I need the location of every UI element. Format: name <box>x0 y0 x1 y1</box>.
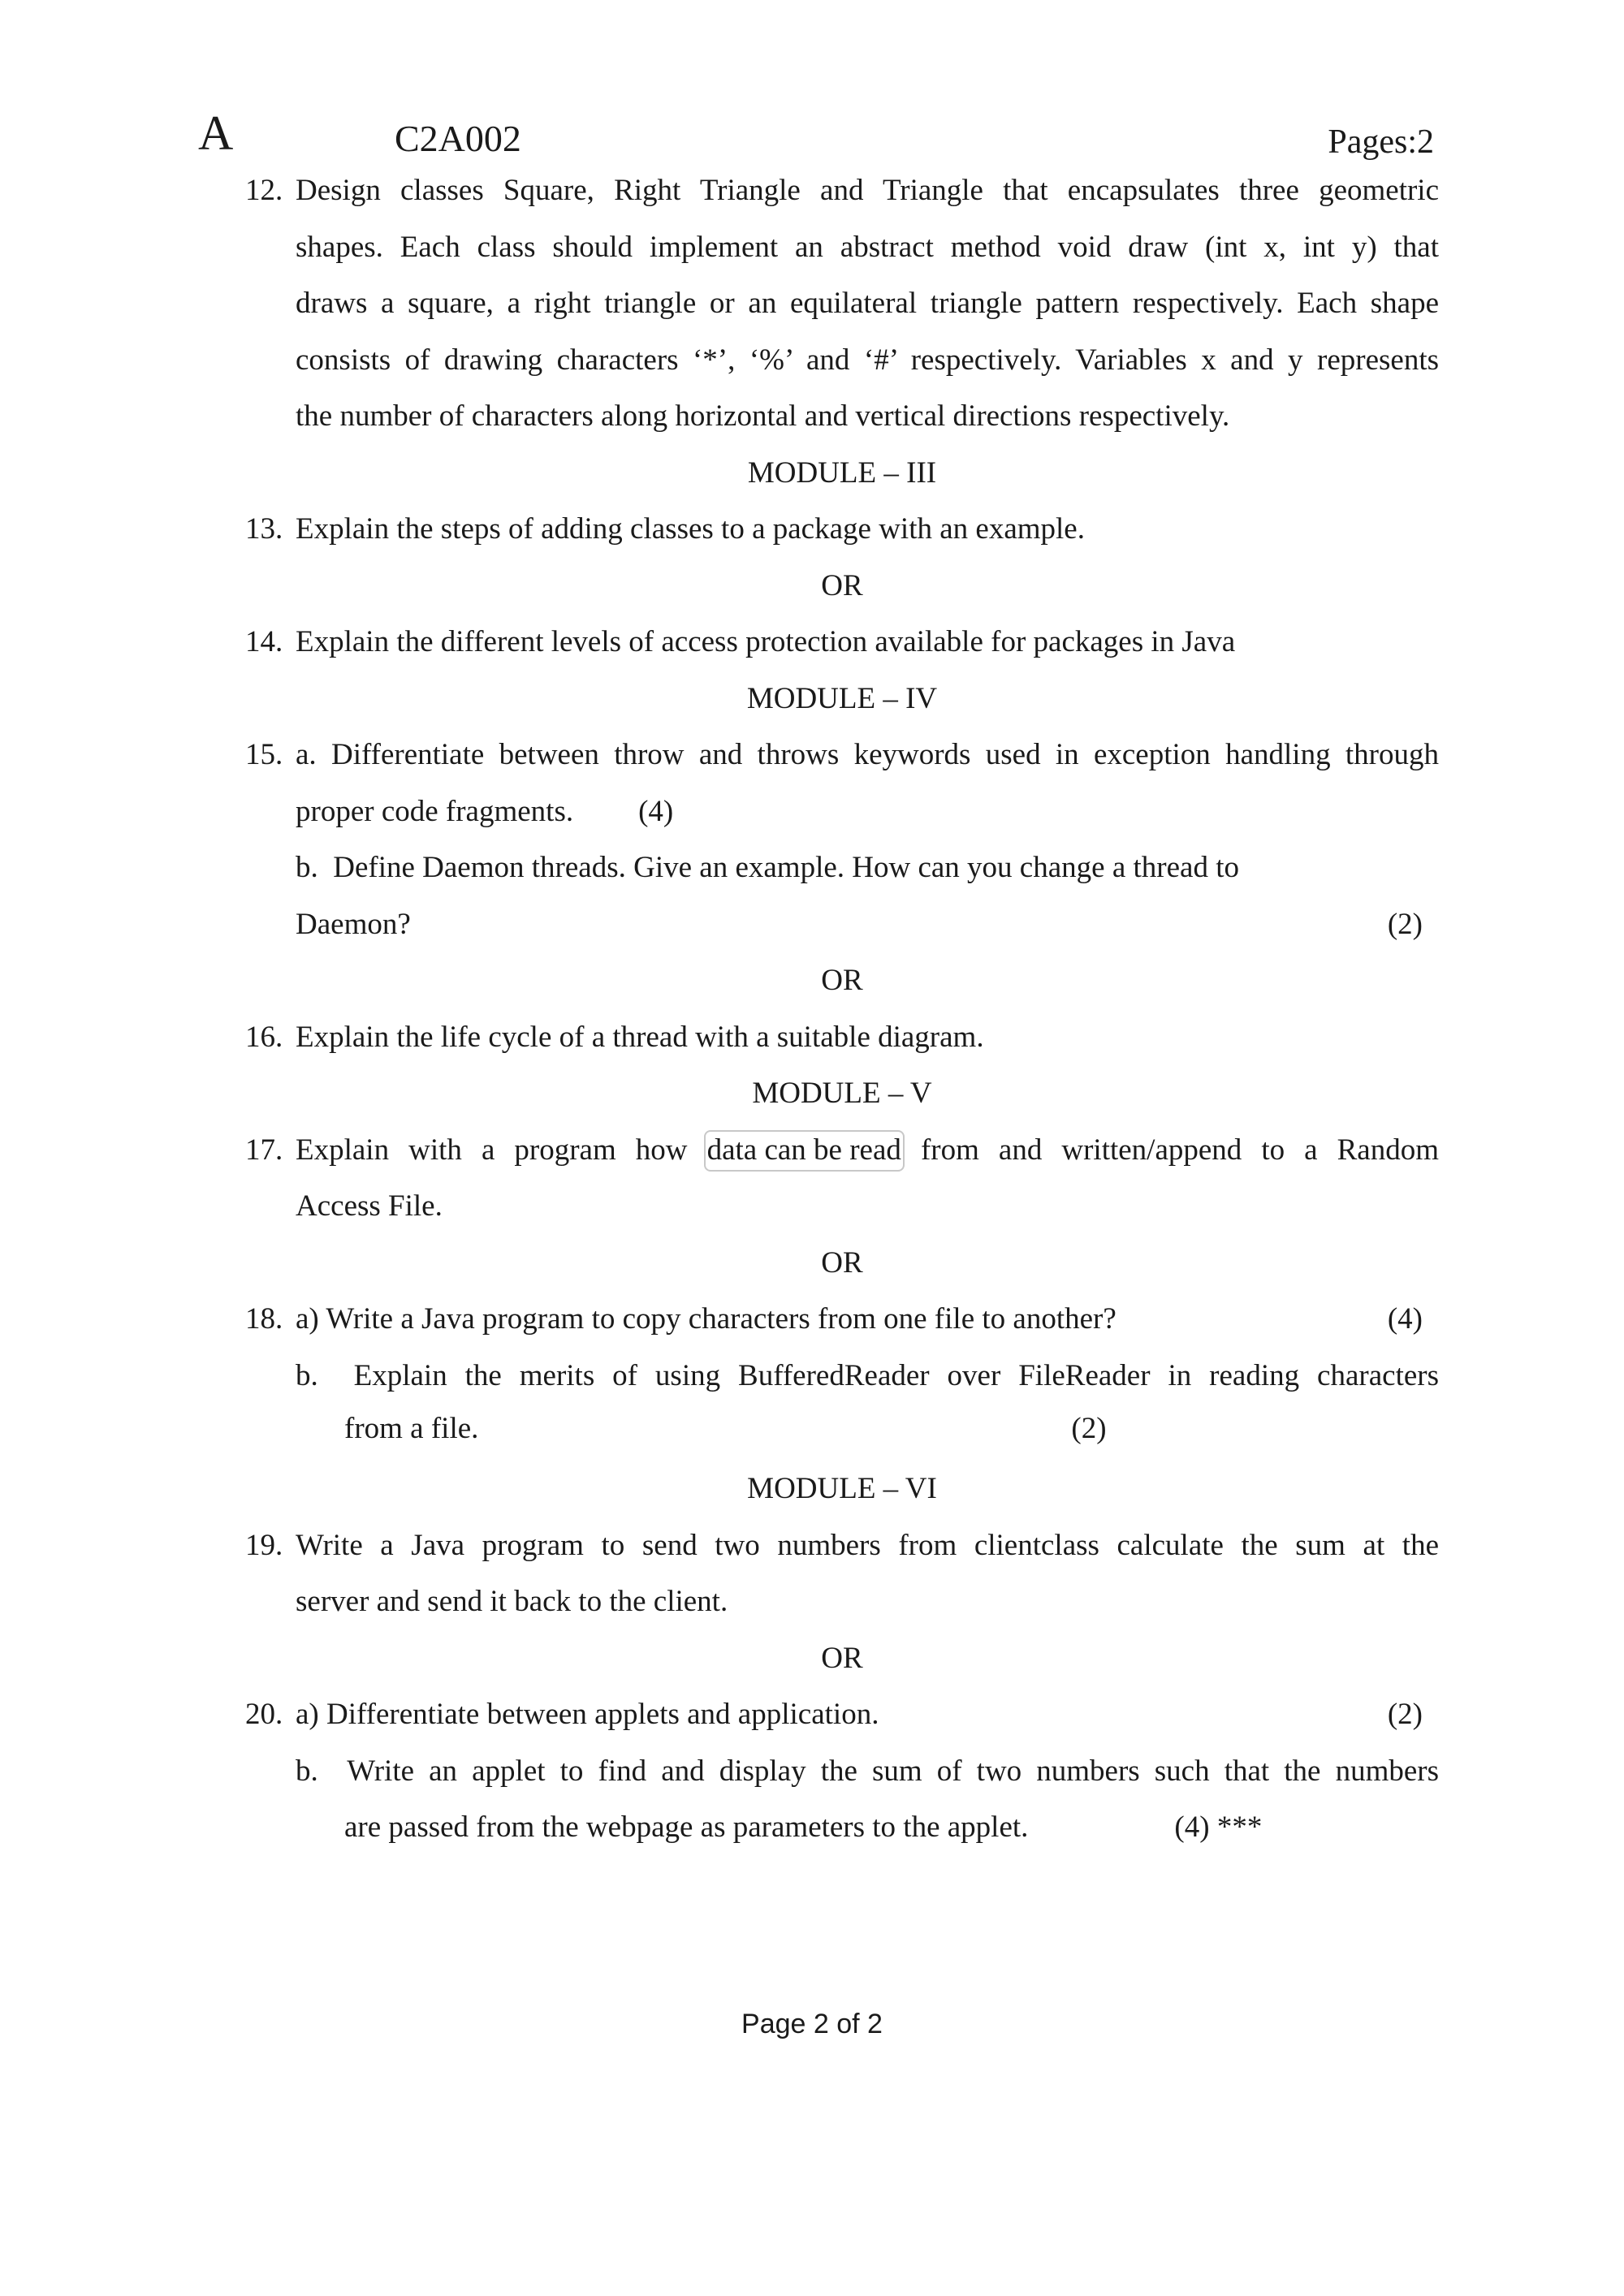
question-17 <box>245 1122 1439 1235</box>
question-text: from and written/append to a Random <box>920 1133 1440 1167</box>
question-number: 13. <box>245 512 283 546</box>
question-text-line <box>296 896 1439 953</box>
question-text-line: b. Explain the merits of using BufferedReader over FileReader in reading characters <box>296 1358 1439 1392</box>
or-separator: OR <box>821 1245 863 1280</box>
question-text: a) Write a Java program to copy characters from one file to another? <box>296 1302 1116 1336</box>
page-count: Pages:2 <box>1328 123 1434 161</box>
question-text: from a file. <box>344 1412 479 1445</box>
question-18 <box>245 1291 1439 1454</box>
question-set-letter: A <box>198 106 234 160</box>
question-number: 17. <box>245 1133 283 1167</box>
question-text-line <box>296 783 1439 840</box>
question-number: 19. <box>245 1528 283 1562</box>
marks-label: (4) <box>638 794 674 828</box>
question-text-line: Access File. <box>296 1189 443 1223</box>
question-text: data can be read <box>706 1133 901 1167</box>
question-text: Explain with a program how <box>296 1133 688 1167</box>
or-separator: OR <box>821 568 863 602</box>
question-number: 15. <box>245 738 283 771</box>
question-12 <box>245 162 1439 445</box>
question-text-line: a. Differentiate between throw and throws keywords used in exception handling through <box>296 738 1439 771</box>
module-heading: MODULE – IV <box>746 681 938 715</box>
question-text-line: Design classes Square, Right Triangle and Triangle that encapsulates three geometric <box>296 174 1439 207</box>
or-separator: OR <box>821 1641 863 1675</box>
question-15 <box>245 727 1439 952</box>
marks-label: (2) <box>1387 907 1423 941</box>
marks-label: (4) <box>1387 1302 1423 1336</box>
question-number: 16. <box>245 1020 283 1054</box>
question-16 <box>245 1009 1439 1066</box>
question-text-line: b. Define Daemon threads. Give an example. How can you change a thread to <box>296 851 1239 884</box>
question-text-line: b. Write an applet to find and display the sum of two numbers such that the numbers <box>296 1754 1439 1788</box>
question-text-line <box>296 1291 1439 1348</box>
question-text-line <box>296 1404 1439 1454</box>
question-number: 20. <box>245 1698 283 1731</box>
module-heading: MODULE – V <box>752 1077 932 1110</box>
marks-label: (4) *** <box>1174 1810 1263 1844</box>
question-text: proper code fragments. <box>296 794 574 828</box>
question-text-line <box>296 1686 1439 1743</box>
page-footer: Page 2 of 2 <box>741 2009 883 2039</box>
question-text: are passed from the webpage as parameters to the applet. <box>344 1810 1029 1844</box>
question-list <box>245 162 1439 1856</box>
paper-code: C2A002 <box>395 118 521 159</box>
module-heading: MODULE – III <box>747 455 937 490</box>
question-number: 18. <box>245 1302 283 1336</box>
question-19 <box>245 1517 1439 1630</box>
or-separator: OR <box>821 964 863 997</box>
question-text-line: Write a Java program to send two numbers from clientclass calculate the sum at the <box>296 1528 1439 1562</box>
question-text-line <box>296 1122 1439 1179</box>
question-text-line: draws a square, a right triangle or an equilateral triangle pattern respectively. Each shape <box>296 287 1439 320</box>
question-number: 14. <box>245 625 283 658</box>
question-text-line: consists of drawing characters ‘*’, ‘%’ and ‘#’ respectively. Variables x and y represents <box>296 343 1439 377</box>
marks-label: (2) <box>1387 1698 1423 1731</box>
module-heading: MODULE – VI <box>747 1472 937 1505</box>
question-20 <box>245 1686 1439 1856</box>
question-text-line: shapes. Each class should implement an abstract method void draw (int x, int y) that <box>296 230 1439 264</box>
question-text: a) Differentiate between applets and application. <box>296 1698 879 1731</box>
question-text-line: Explain the steps of adding classes to a package with an example. <box>296 512 1085 546</box>
question-13 <box>245 501 1439 558</box>
question-text-line: Explain the life cycle of a thread with a suitable diagram. <box>296 1020 984 1054</box>
question-text-line: the number of characters along horizontal and vertical directions respectively. <box>296 399 1230 433</box>
marks-label: (2) <box>1071 1412 1107 1445</box>
question-text-line: server and send it back to the client. <box>296 1585 728 1618</box>
question-14 <box>245 614 1439 671</box>
question-text-line: Explain the different levels of access protection available for packages in Java <box>296 625 1236 658</box>
question-text: Daemon? <box>296 907 411 941</box>
watermark-stamp <box>707 1122 901 1179</box>
question-number: 12. <box>245 174 283 207</box>
question-text-line <box>296 1799 1439 1856</box>
